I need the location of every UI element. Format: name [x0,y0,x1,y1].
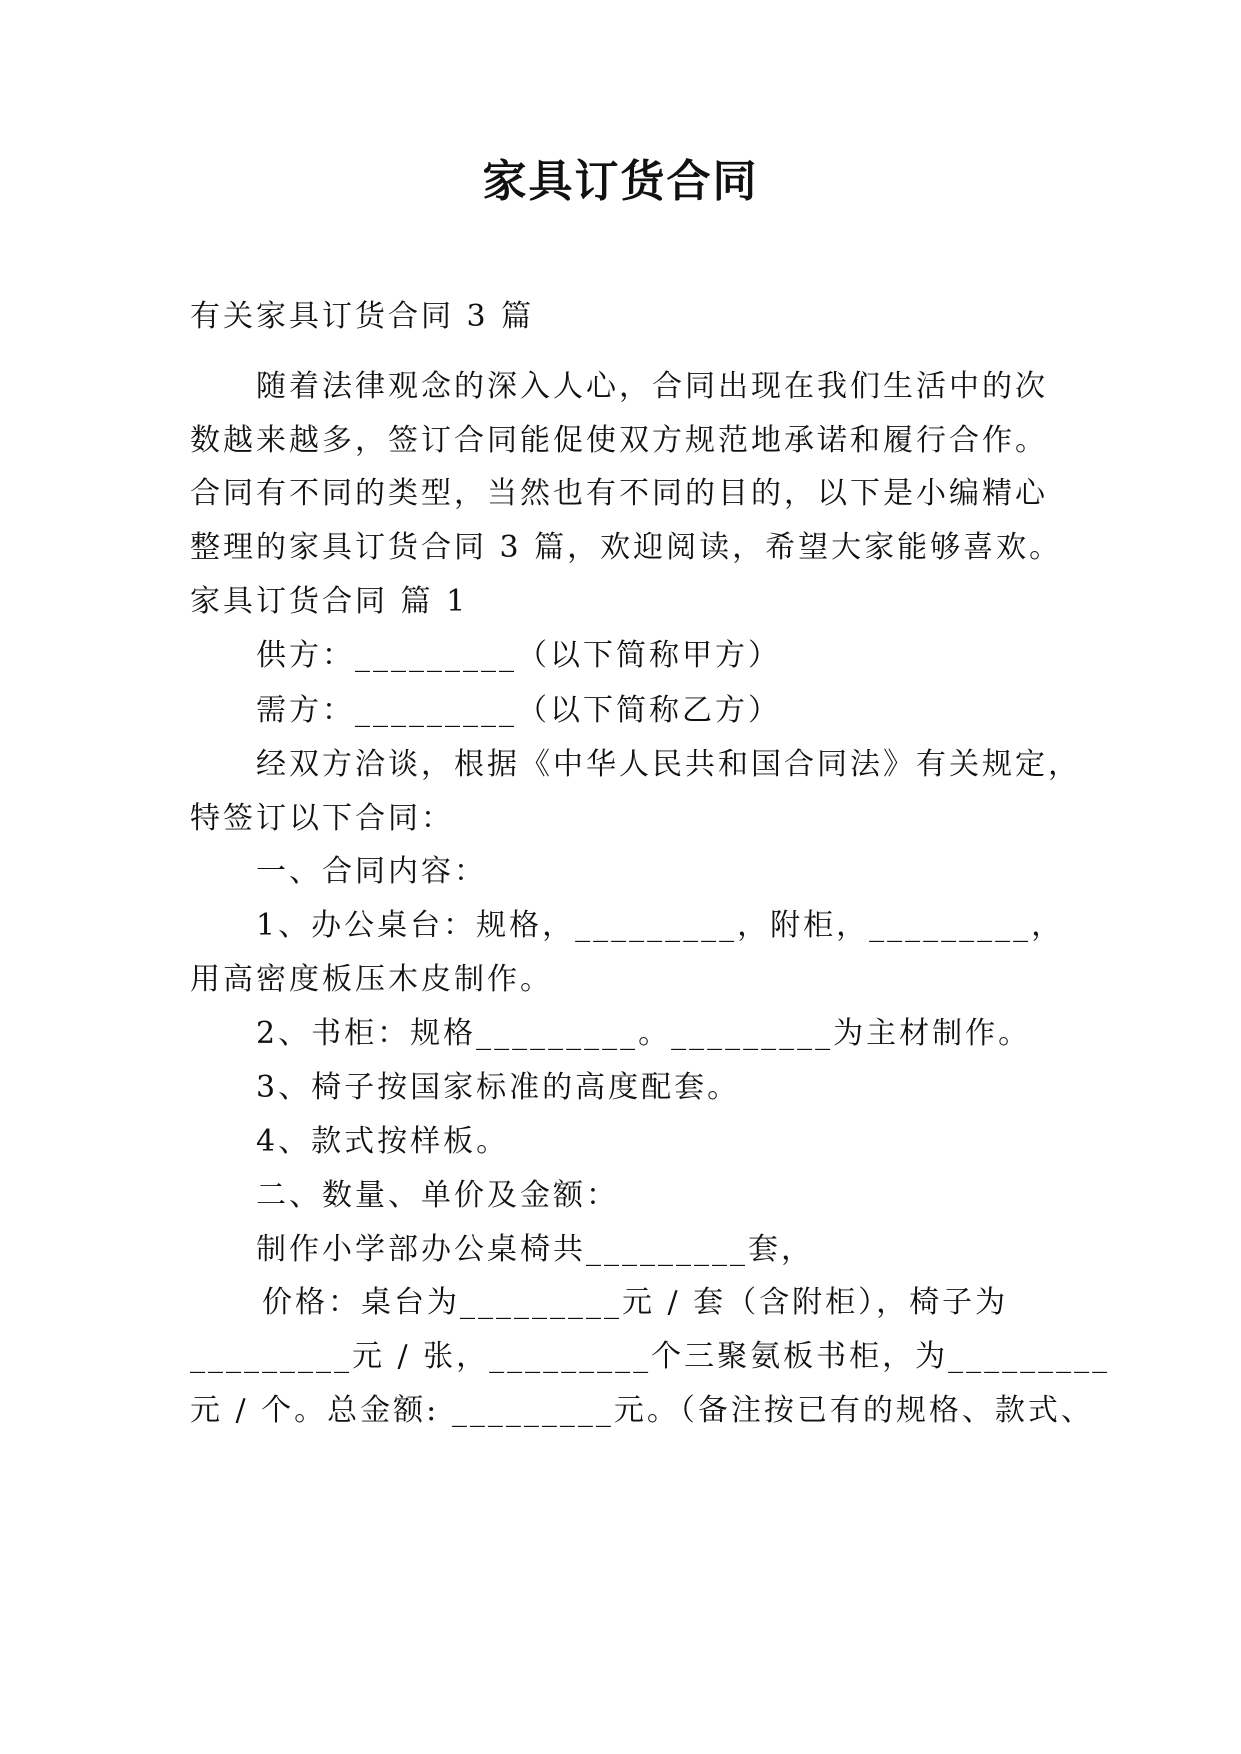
text-line: 价格：桌台为_________元 / 套（含附柜），椅子为 [262,1285,1009,1320]
text-line: 特签订以下合同： [190,801,454,836]
text-line: 合同有不同的类型，当然也有不同的目的，以下是小编精心 [190,476,1048,511]
text-line: 用高密度板压木皮制作。 [190,962,553,997]
text-line: 需方：_________（以下简称乙方） [256,693,781,728]
text-line: _________元 / 张，_________个三聚氨板书柜，为_________ [190,1339,1111,1374]
text-line: 一、合同内容： [256,854,487,889]
text-line: 整理的家具订货合同 3 篇，欢迎阅读，希望大家能够喜欢。 [190,530,1063,565]
text-line: 经双方洽谈，根据《中华人民共和国合同法》有关规定， [256,747,1081,782]
text-line: 制作小学部办公桌椅共_________套， [256,1232,814,1267]
text-line: 二、数量、单价及金额： [256,1178,619,1213]
text-line: 1、办公桌台：规格，_________，附柜，_________， [256,908,1065,943]
document-subtitle: 有关家具订货合同 3 篇 [190,299,535,334]
document-title: 家具订货合同 [482,156,759,207]
text-line: 2、书柜：规格_________。_________为主材制作。 [256,1016,1032,1051]
text-line: 随着法律观念的深入人心，合同出现在我们生活中的次 [256,369,1048,404]
text-line: 数越来越多，签订合同能促使双方规范地承诺和履行合作。 [190,423,1048,458]
text-line: 元 / 个。总金额: _________元。（备注按已有的规格、款式、 [190,1393,1094,1428]
text-line: 3、椅子按国家标准的高度配套。 [256,1070,741,1105]
text-line: 供方：_________（以下简称甲方） [256,638,781,673]
text-line: 4、款式按样板。 [256,1124,510,1159]
section-heading: 家具订货合同 篇 1 [190,584,469,619]
